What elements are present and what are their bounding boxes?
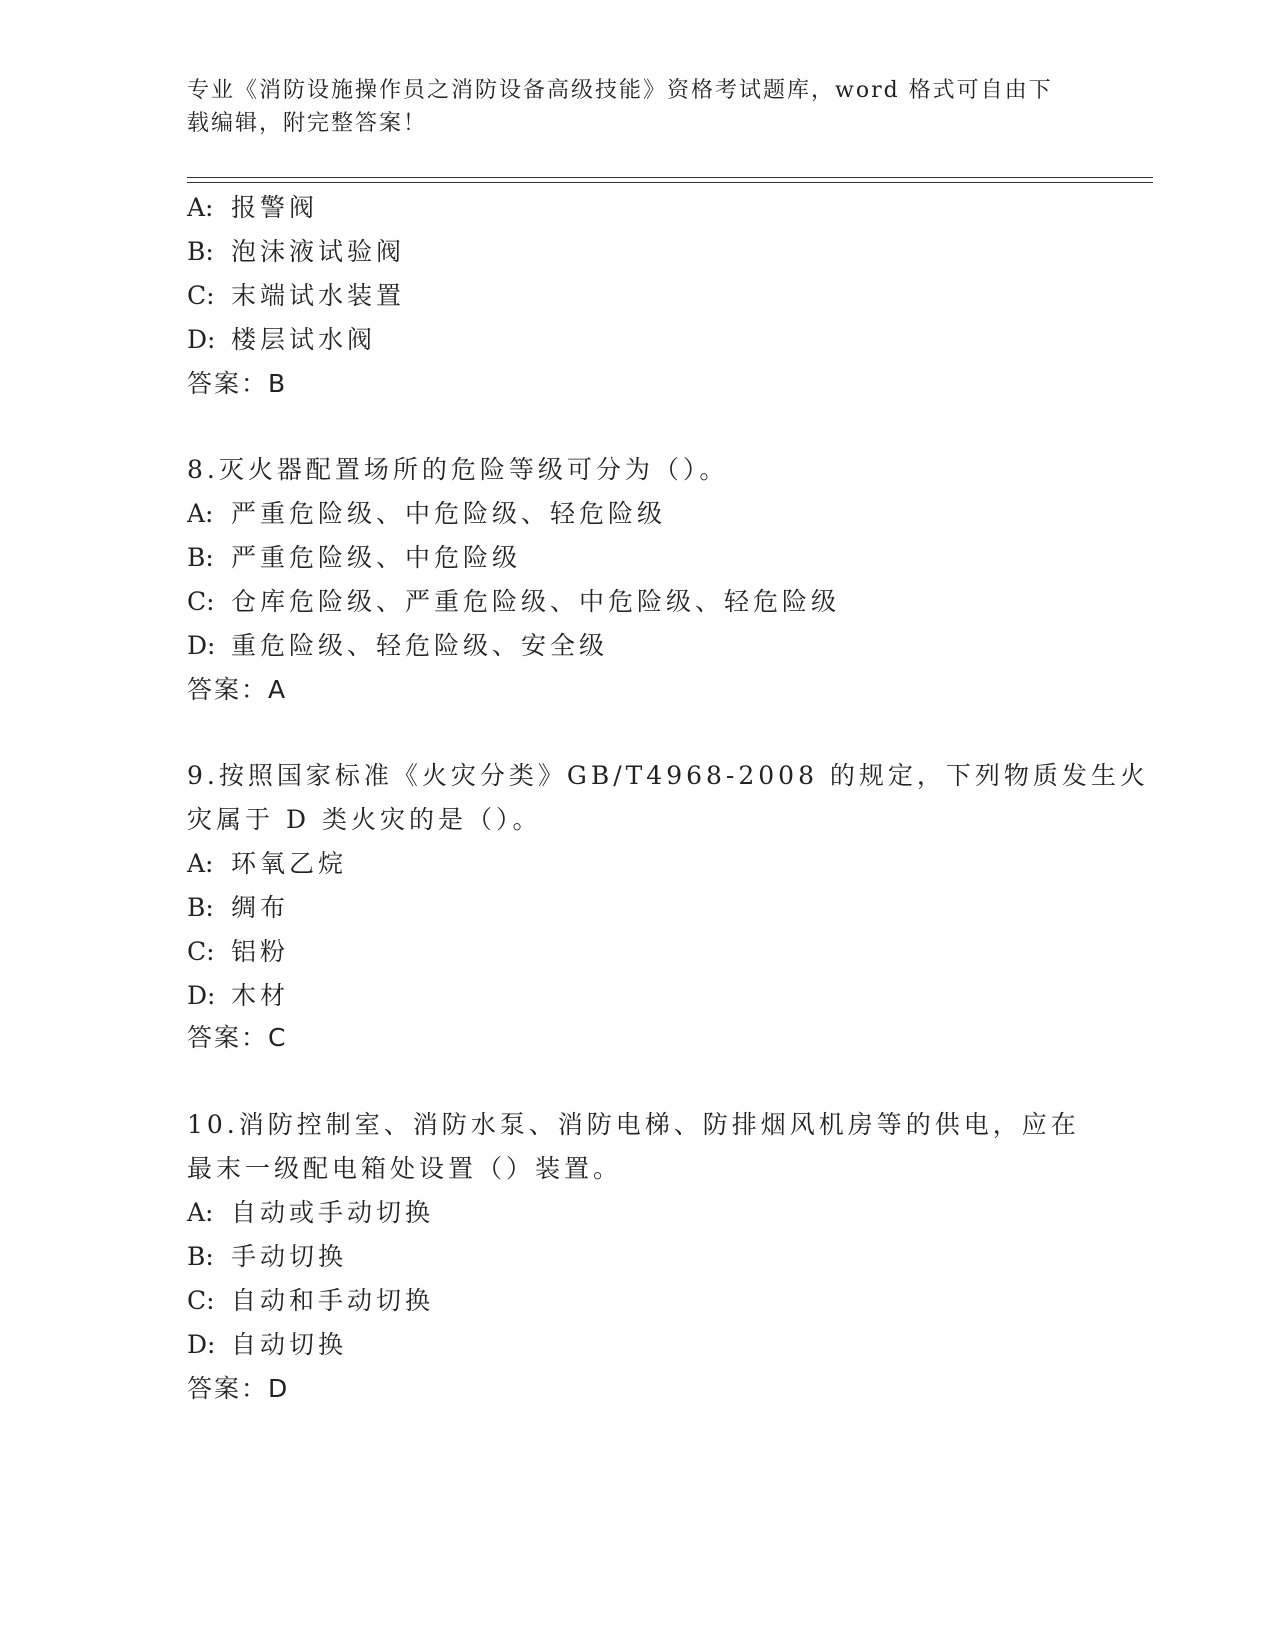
option-text: 末端试水装置 [231,281,406,310]
option-letter: D: [187,631,216,660]
option-text: 自动切换 [231,1330,348,1359]
q8-option-b [187,543,521,573]
option-letter: B: [187,543,214,572]
option-text: 手动切换 [231,1242,348,1271]
option-letter: A: [187,499,214,528]
q8-option-a [187,499,666,529]
option-text: 报警阀 [231,193,319,222]
option-text: 重危险级、轻危险级、安全级 [231,631,609,660]
option-text: 铝粉 [231,937,290,966]
option-letter: D: [187,1330,216,1359]
q8-answer: 答案：A [187,675,288,704]
option-letter: A: [187,193,214,222]
q9-option-d [187,981,289,1011]
option-text: 木材 [231,981,290,1010]
q10-stem-line-1: 10.消防控制室、消防水泵、消防电梯、防排烟风机房等的供电，应在 [187,1110,1080,1139]
q10-option-d [187,1330,347,1360]
option-letter: D: [187,325,216,354]
option-text: 楼层试水阀 [231,325,377,354]
option-text: 严重危险级、中危险级、轻危险级 [231,499,667,528]
q7-option-a [187,193,318,223]
option-text: 绸布 [231,893,290,922]
q9-option-a [187,849,347,879]
option-letter: C: [187,587,215,616]
option-letter: B: [187,1242,214,1271]
option-letter: B: [187,893,214,922]
q8-option-c [187,587,840,617]
document-header [187,74,1087,140]
option-text: 泡沫液试验阀 [231,237,406,266]
q9-answer: 答案：C [187,1023,288,1052]
q7-option-d [187,325,376,355]
q7-option-c [187,281,405,311]
q9-option-c [187,937,289,967]
q8-option-d [187,631,608,661]
option-text: 仓库危险级、严重危险级、中危险级、轻危险级 [231,587,841,616]
header-divider-bottom [187,182,1153,183]
q9-stem-line-2: 灾属于 D 类火灾的是（）。 [187,805,542,834]
option-letter: C: [187,937,215,966]
option-letter: C: [187,1286,215,1315]
q10-option-c [187,1286,434,1316]
q10-stem-line-2: 最末一级配电箱处设置（）装置。 [187,1154,623,1183]
option-letter: B: [187,237,214,266]
q8-stem: 8.灭火器配置场所的危险等级可分为（）。 [187,455,729,484]
header-divider-top [187,177,1153,178]
q10-option-a [187,1198,434,1228]
q10-option-b [187,1242,347,1272]
q10-answer: 答案：D [187,1374,290,1403]
option-text: 自动或手动切换 [231,1198,435,1227]
header-line-2: 载编辑，附完整答案！ [187,111,428,136]
q9-stem-line-1: 9.按照国家标准《火灾分类》GB/T4968-2008 的规定，下列物质发生火 [187,761,1149,790]
q7-option-b [187,237,405,267]
option-text: 环氧乙烷 [231,849,348,878]
option-letter: A: [187,849,214,878]
q9-option-b [187,893,289,923]
option-letter: A: [187,1198,214,1227]
option-letter: D: [187,981,216,1010]
q7-answer: 答案：B [187,369,288,398]
option-letter: C: [187,281,215,310]
option-text: 自动和手动切换 [231,1286,435,1315]
option-text: 严重危险级、中危险级 [231,543,522,572]
header-line-1: 专业《消防设施操作员之消防设备高级技能》资格考试题库，word 格式可自由下 [187,78,1053,103]
